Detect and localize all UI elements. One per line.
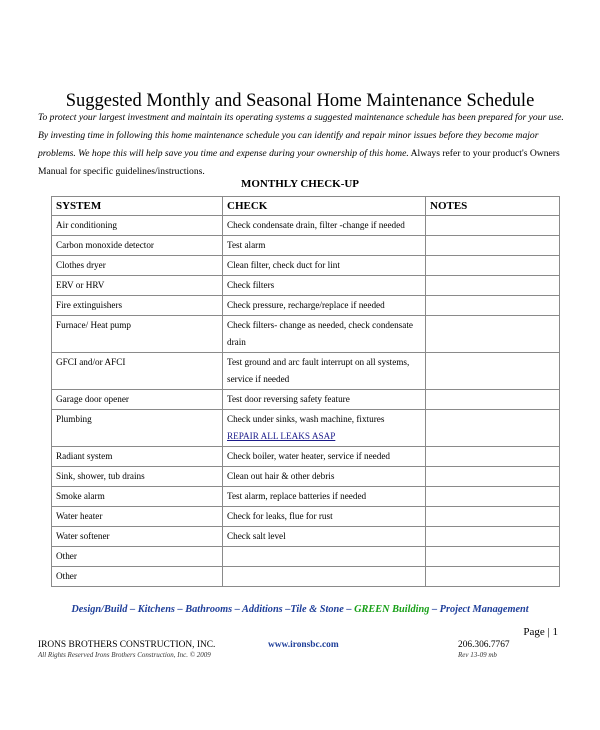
table-row (52, 296, 560, 316)
table-header-row (52, 197, 560, 216)
notes-cell[interactable] (426, 547, 560, 567)
system-cell: Sink, shower, tub drains (52, 467, 223, 487)
table-row (52, 467, 560, 487)
notes-cell[interactable] (426, 353, 560, 390)
check-cell: Check filters (223, 276, 426, 296)
table-row (52, 567, 560, 587)
tagline-services: Design/Build – Kitchens – Bathrooms – Additions –Tile & Stone – (71, 604, 355, 615)
footer-company: IRONS BROTHERS CONSTRUCTION, INC. (38, 640, 216, 650)
system-cell: GFCI and/or AFCI (52, 353, 223, 390)
check-cell: Check pressure, recharge/replace if needed (223, 296, 426, 316)
footer-phone: 206.306.7767 (458, 640, 510, 650)
system-cell: Water softener (52, 527, 223, 547)
header-check: CHECK (223, 197, 426, 216)
check-cell[interactable] (223, 547, 426, 567)
services-tagline (0, 602, 600, 618)
tagline-green-building: GREEN Building (354, 604, 430, 615)
maintenance-table (51, 196, 560, 587)
system-cell: Carbon monoxide detector (52, 236, 223, 256)
table-row (52, 527, 560, 547)
check-cell: Check filters- change as needed, check condensate drain (223, 316, 426, 353)
header-notes: NOTES (426, 197, 560, 216)
notes-cell[interactable] (426, 527, 560, 547)
system-cell: Other (52, 547, 223, 567)
repair-leaks-emphasis: REPAIR ALL LEAKS ASAP (227, 431, 336, 441)
system-cell: Water heater (52, 507, 223, 527)
notes-cell[interactable] (426, 276, 560, 296)
table-row (52, 390, 560, 410)
notes-cell[interactable] (426, 467, 560, 487)
check-cell[interactable] (223, 567, 426, 587)
notes-cell[interactable] (426, 507, 560, 527)
notes-cell[interactable] (426, 316, 560, 353)
intro-paragraph (38, 109, 566, 181)
footer-revision: Rev 13-09 mb (458, 651, 497, 659)
intro-italic-text: To protect your largest investment and maintain its operating systems a suggested maintenance schedule has been prepared for your use. By investing time in following this home maintenance schedule you can identify and repair minor issues before they become major problems. We hope this will help save you time and expense during your ownership of this home. (38, 112, 564, 159)
notes-cell[interactable] (426, 410, 560, 447)
system-cell: Air conditioning (52, 216, 223, 236)
table-row (52, 447, 560, 467)
table-row (52, 547, 560, 567)
footer-website-link[interactable]: www.ironsbc.com (268, 640, 339, 650)
table-row (52, 216, 560, 236)
table-row (52, 507, 560, 527)
table-row (52, 316, 560, 353)
system-cell: Smoke alarm (52, 487, 223, 507)
check-cell: Check salt level (223, 527, 426, 547)
check-cell: Check for leaks, flue for rust (223, 507, 426, 527)
system-cell: Furnace/ Heat pump (52, 316, 223, 353)
system-cell: Other (52, 567, 223, 587)
table-row (52, 256, 560, 276)
check-cell: Test alarm (223, 236, 426, 256)
notes-cell[interactable] (426, 296, 560, 316)
notes-cell[interactable] (426, 236, 560, 256)
check-cell (223, 410, 426, 447)
header-system: SYSTEM (52, 197, 223, 216)
notes-cell[interactable] (426, 256, 560, 276)
system-cell: Garage door opener (52, 390, 223, 410)
intro-plain-text: Always refer to your product's Owners Manual for specific guidelines/instructions. (38, 148, 560, 177)
page-number: Page | 1 (523, 626, 558, 638)
notes-cell[interactable] (426, 567, 560, 587)
notes-cell[interactable] (426, 447, 560, 467)
notes-cell[interactable] (426, 390, 560, 410)
table-row (52, 236, 560, 256)
footer-rights: All Rights Reserved Irons Brothers Construction, Inc. © 2009 (38, 651, 211, 659)
check-text: Check under sinks, wash machine, fixtures (227, 414, 385, 424)
check-cell: Clean out hair & other debris (223, 467, 426, 487)
check-cell: Test ground and arc fault interrupt on all systems, service if needed (223, 353, 426, 390)
notes-cell[interactable] (426, 216, 560, 236)
notes-cell[interactable] (426, 487, 560, 507)
system-cell: Clothes dryer (52, 256, 223, 276)
check-cell: Check boiler, water heater, service if needed (223, 447, 426, 467)
table-row (52, 410, 560, 447)
table-row (52, 353, 560, 390)
check-cell: Test door reversing safety feature (223, 390, 426, 410)
check-cell: Test alarm, replace batteries if needed (223, 487, 426, 507)
check-cell: Clean filter, check duct for lint (223, 256, 426, 276)
table-row (52, 276, 560, 296)
section-title: MONTHLY CHECK-UP (240, 178, 360, 190)
system-cell: ERV or HRV (52, 276, 223, 296)
system-cell: Plumbing (52, 410, 223, 447)
system-cell: Radiant system (52, 447, 223, 467)
document-title: Suggested Monthly and Seasonal Home Maintenance Schedule (65, 91, 535, 111)
check-cell: Check condensate drain, filter -change if needed (223, 216, 426, 236)
tagline-project-management: – Project Management (429, 604, 529, 615)
table-row (52, 487, 560, 507)
system-cell: Fire extinguishers (52, 296, 223, 316)
